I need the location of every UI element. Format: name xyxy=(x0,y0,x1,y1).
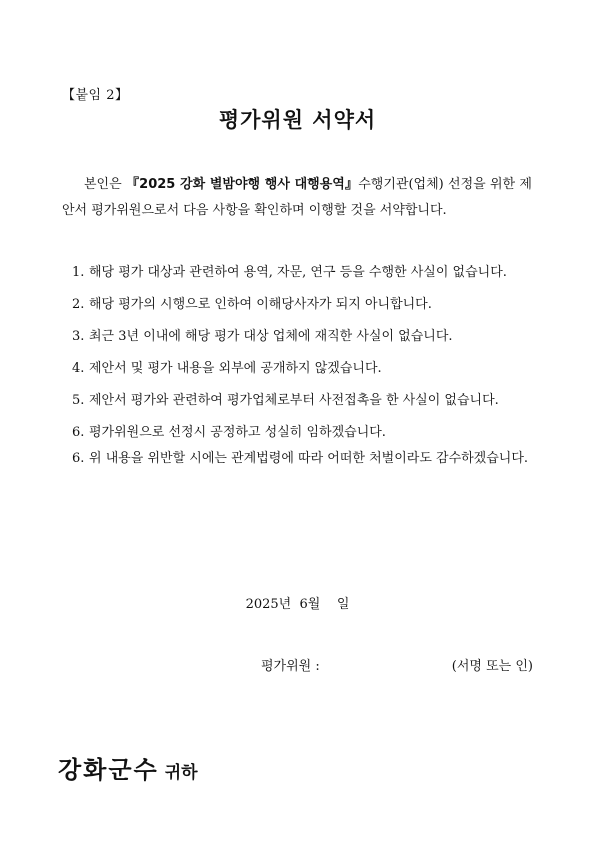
date-month: 6월 xyxy=(299,597,321,612)
intro-after: 수행기관(업체) 선정을 위한 제안서 평가위원으로서 다음 사항을 확인하며 이행할 것을 서약합니다. xyxy=(62,177,532,218)
item-text: 제안서 평가와 관련하여 평가업체로부터 사전접촉을 한 사실이 없습니다. xyxy=(89,393,499,408)
item-number: 2. xyxy=(72,297,85,312)
item-text: 해당 평가의 시행으로 인하여 이해당사자가 되지 아니합니다. xyxy=(89,297,432,312)
item-number: 6. xyxy=(72,451,85,466)
item-number: 5. xyxy=(72,393,85,408)
signature-hint: (서명 또는 인) xyxy=(451,659,533,674)
item-number: 6. xyxy=(72,425,85,440)
intro-before: 본인은 xyxy=(84,177,126,192)
item-number: 4. xyxy=(72,361,85,376)
item-text: 위 내용을 위반할 시에는 관계법령에 따라 어떠한 처벌이라도 감수하겠습니다. xyxy=(89,451,529,466)
item-text: 해당 평가 대상과 관련하여 용역, 자문, 연구 등을 수행한 사실이 없습니다. xyxy=(89,265,507,280)
pledge-list xyxy=(72,260,534,472)
pledge-item xyxy=(72,356,534,382)
intro-paragraph xyxy=(62,172,532,224)
date-line xyxy=(0,593,595,612)
item-number: 1. xyxy=(72,265,85,280)
pledge-item xyxy=(72,324,534,350)
document-title: 평가위원 서약서 xyxy=(218,108,377,132)
pledge-item xyxy=(72,292,534,318)
attachment-label: 【붙임 2】 xyxy=(62,88,129,103)
addressee-suffix: 귀하 xyxy=(164,763,198,783)
pledge-item xyxy=(72,446,534,472)
date-year: 2025년 xyxy=(245,597,292,612)
signature-label: 평가위원 : xyxy=(261,659,320,674)
project-name: 『2025 강화 별밤야행 행사 대행용역』 xyxy=(125,177,359,192)
addressee-name: 강화군수 xyxy=(58,756,159,784)
item-text: 평가위원으로 선정시 공정하고 성실히 임하겠습니다. xyxy=(89,425,386,440)
date-day: 일 xyxy=(336,597,350,612)
pledge-item xyxy=(72,388,534,414)
item-number: 3. xyxy=(72,329,85,344)
item-text: 최근 3년 이내에 해당 평가 대상 업체에 재직한 사실이 없습니다. xyxy=(89,329,453,344)
pledge-item xyxy=(72,260,534,286)
addressee xyxy=(58,750,198,785)
pledge-item xyxy=(72,420,534,446)
item-text: 제안서 및 평가 내용을 외부에 공개하지 않겠습니다. xyxy=(89,361,382,376)
